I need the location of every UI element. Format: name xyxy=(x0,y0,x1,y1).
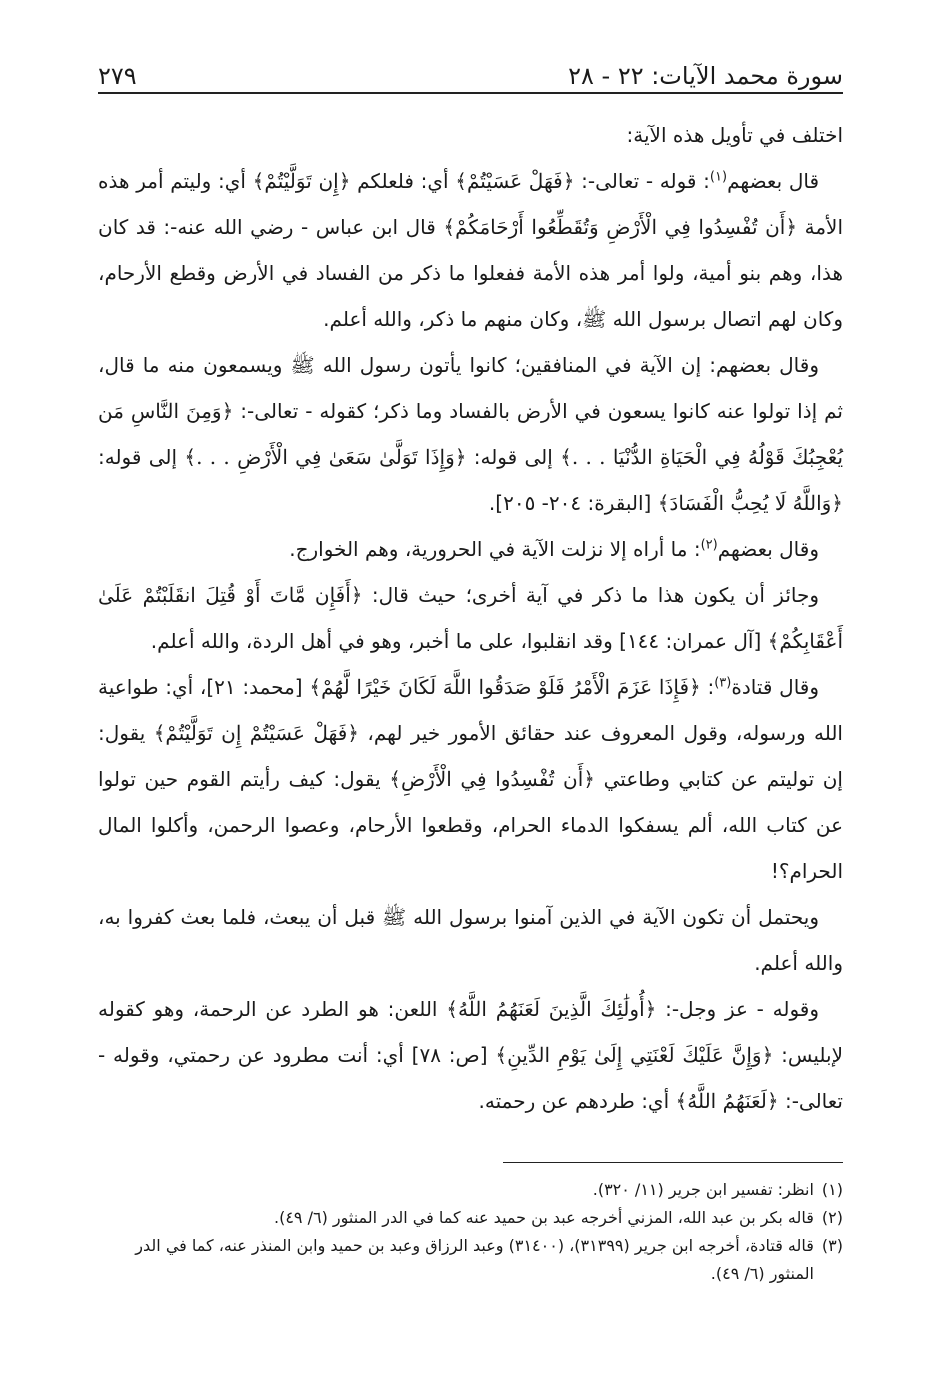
footnote-number: (٢) xyxy=(821,1208,843,1227)
text-run: إلى قوله: xyxy=(98,445,185,469)
text-run: : xyxy=(700,675,715,699)
text-run: أي: فلعلكم xyxy=(350,169,456,193)
footnote-reference: (٣) xyxy=(714,675,732,691)
text-run: [البقرة: ٢٠٤- ٢٠٥]. xyxy=(488,491,658,515)
footnote xyxy=(98,1232,843,1288)
quran-quote: ﴿إِن تَوَلَّيْتُمْ﴾ xyxy=(252,169,351,193)
running-head xyxy=(98,56,843,90)
footnote-reference: (٢) xyxy=(700,537,718,553)
footnote-text: قاله بكر بن عبد الله، المزني أخرجه عبد بن حميد عنه كما في الدر المنثور (٦/ ٤٩). xyxy=(273,1208,814,1227)
footnote-text: انظر: تفسير ابن جرير (١١/ ٣٢٠). xyxy=(592,1180,814,1199)
chapter-title: سورة محمد الآيات: ٢٢ - ٢٨ xyxy=(568,62,843,90)
text-run: : ما أراه إلا نزلت الآية في الحرورية، وهم الخوارج. xyxy=(289,537,701,561)
text-run: اللعن: هو الطرد عن الرحمة، وهو كقوله لإبليس: xyxy=(98,997,843,1067)
paragraph xyxy=(98,986,843,1124)
footnote xyxy=(98,1176,843,1204)
page-number: ٢٧٩ xyxy=(98,62,137,90)
text-run: يقول: إن توليتم عن كتابي وطاعتي xyxy=(98,721,843,791)
text-run: وقال بعضهم: إن الآية في المنافقين؛ كانوا يأتون رسول الله ﷺ ويسمعون منه ما قال، ثم إذا تولوا عنه كانوا يسعون في الأرض بالفساد وما ذكر؛ كقوله - تعالى-: xyxy=(98,353,843,423)
header-rule xyxy=(98,92,843,94)
quran-quote: ﴿وَإِذَا تَوَلَّىٰ سَعَىٰ فِي الْأَرْضِ . . .﴾ xyxy=(184,445,467,469)
quran-quote: ﴿فَهَلْ عَسَيْتُمْ﴾ xyxy=(455,169,575,193)
quran-quote: ﴿وَإِنَّ عَلَيْكَ لَعْنَتِي إِلَىٰ يَوْمِ الدِّينِ﴾ xyxy=(495,1043,774,1067)
paragraph xyxy=(98,342,843,526)
quran-quote: ﴿أَفَإِن مَّاتَ أَوْ قُتِلَ انقَلَبْتُمْ عَلَىٰ أَعْقَابِكُمْ﴾ xyxy=(98,583,843,653)
text-run: اختلف في تأويل هذه الآية: xyxy=(626,123,843,147)
text-run: أي: طردهم عن رحمته. xyxy=(478,1089,676,1113)
paragraph xyxy=(98,572,843,664)
quran-quote: ﴿وَمِنَ النَّاسِ مَن يُعْجِبُكَ قَوْلُهُ فِي الْحَيَاةِ الدُّنْيَا . . .﴾ xyxy=(98,399,844,469)
text-run: أي: وليتم أمر هذه الأمة xyxy=(98,169,843,239)
text-run: وقوله - عز وجل-: xyxy=(656,997,819,1021)
main-text xyxy=(98,112,843,1124)
text-run: وقال بعضهم xyxy=(717,537,819,561)
text-run: [آل عمران: ١٤٤] وقد انقلبوا، على ما أخبر، وهو في أهل الردة، والله أعلم. xyxy=(150,629,768,653)
paragraph xyxy=(98,526,843,572)
quran-quote: ﴿فَإِذَا عَزَمَ الْأَمْرُ فَلَوْ صَدَقُوا اللَّهَ لَكَانَ خَيْرًا لَّهُمْ﴾ xyxy=(309,675,701,699)
text-run: ويحتمل أن تكون الآية في الذين آمنوا برسول الله ﷺ قبل أن يبعث، فلما بعث كفروا به، والله أعلم. xyxy=(98,905,843,975)
text-run: [ص: ٧٨] أي: أنت مطرود عن رحمتي، وقوله - تعالى-: xyxy=(98,1043,843,1113)
paragraph xyxy=(98,158,843,342)
quran-quote: ﴿فَهَلْ عَسَيْتُمْ إِن تَوَلَّيْتُمْ﴾ xyxy=(153,721,359,745)
text-run: إلى قوله: xyxy=(466,445,561,469)
text-run: : قوله - تعالى-: xyxy=(574,169,710,193)
quran-quote: ﴿أَن تُفْسِدُوا فِي الْأَرْضِ﴾ xyxy=(389,767,596,791)
text-run: قال ابن عباس - رضي الله عنه-: قد كان هذا، وهم بنو أمية، ولوا أمر هذه الأمة ففعلوا ما ذكر من الفساد في الأرض وقطع الأرحام، وكان لهم اتصال برسول الله ﷺ، وكان منهم ما ذكر، والله أعلم. xyxy=(98,215,843,331)
quran-quote: ﴿لَعَنَهُمُ اللَّهُ﴾ xyxy=(675,1089,779,1113)
text-run: وجائز أن يكون هذا ما ذكر في آية أخرى؛ حيث قال: xyxy=(362,583,819,607)
quran-quote: ﴿أَن تُفْسِدُوا فِي الْأَرْضِ وَتُقَطِّعُوا أَرْحَامَكُمْ﴾ xyxy=(443,215,798,239)
footnote-number: (١) xyxy=(821,1180,843,1199)
quran-quote: ﴿وَاللَّهُ لَا يُحِبُّ الْفَسَادَ﴾ xyxy=(657,491,843,515)
footnotes xyxy=(98,1176,843,1288)
paragraph xyxy=(98,112,843,158)
footnote-text: قاله قتادة، أخرجه ابن جرير (٣١٣٩٩)، (٣١٤٠٠) وعبد الرزاق وعبد بن حميد وابن المنذر عنه، كما في الدر المنثور (٦/ ٤٩). xyxy=(135,1236,814,1283)
footnote xyxy=(98,1204,843,1232)
quran-quote: ﴿أُولَٰئِكَ الَّذِينَ لَعَنَهُمُ اللَّهُ﴾ xyxy=(446,997,657,1021)
text-run: يقول: كيف رأيتم القوم حين تولوا عن كتاب الله، ألم يسفكوا الدماء الحرام، وقطعوا الأرحام، وعصوا الرحمن، وأكلوا المال الحرام؟! xyxy=(98,767,843,883)
text-run: وقال قتادة xyxy=(731,675,820,699)
footnote-separator xyxy=(503,1162,843,1163)
footnote-number: (٣) xyxy=(821,1236,843,1255)
paragraph xyxy=(98,664,843,894)
text-run: قال بعضهم xyxy=(727,169,820,193)
paragraph xyxy=(98,894,843,986)
footnote-reference: (١) xyxy=(709,169,728,185)
text-run: [محمد: ٢١]، أي: طواعية الله ورسوله، وقول المعروف عند حقائق الأمور خير لهم، xyxy=(98,675,843,745)
